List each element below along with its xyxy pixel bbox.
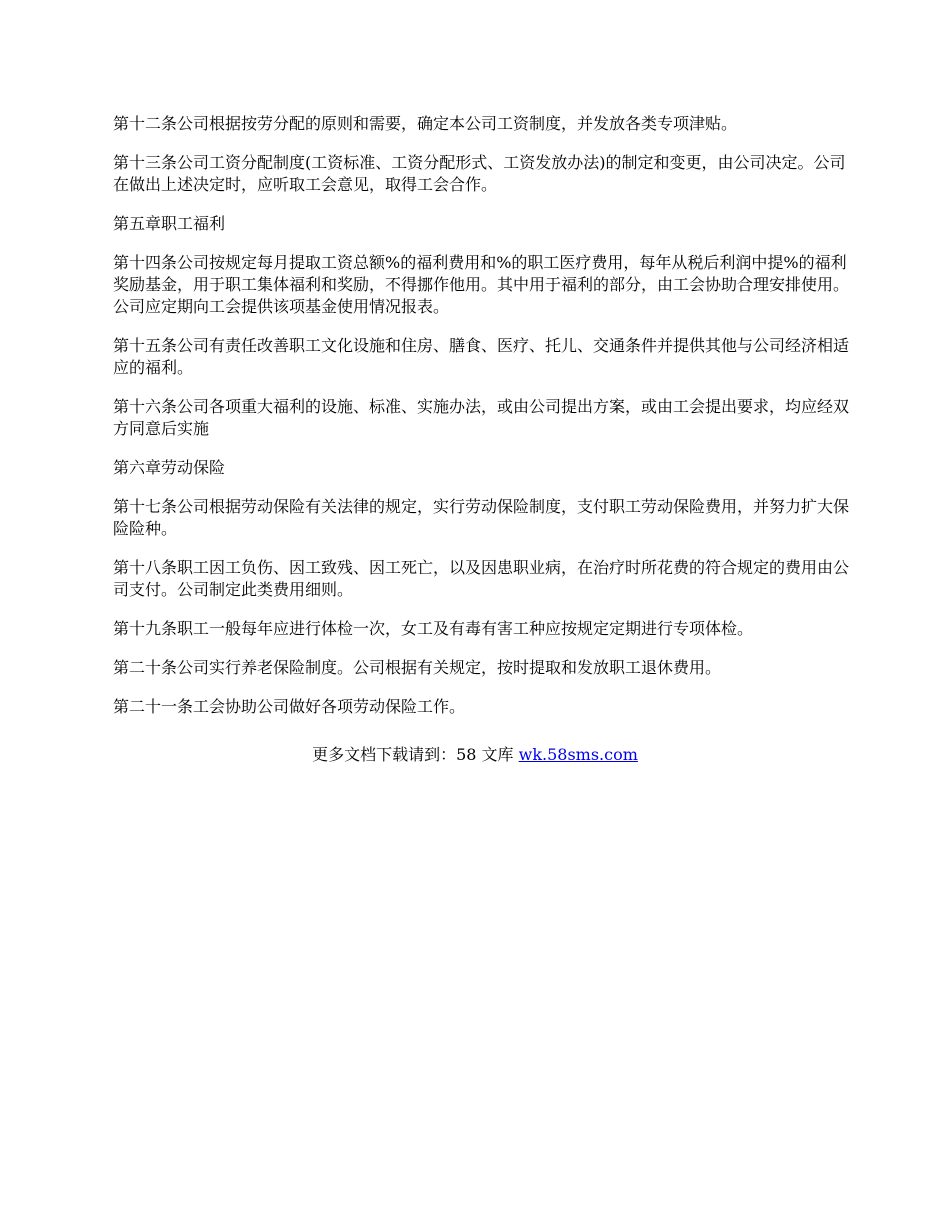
- article-18: 第十八条职工因工负伤、因工致残、因工死亡，以及因患职业病，在治疗时所花费的符合规定的费用由公司支付。公司制定此类费用细则。: [113, 558, 850, 599]
- chapter-5-heading: 第五章职工福利: [113, 214, 226, 233]
- article-20: 第二十条公司实行养老保险制度。公司根据有关规定，按时提取和发放职工退休费用。: [113, 658, 722, 677]
- footer-link[interactable]: wk.58sms.com: [518, 745, 638, 764]
- chapter-6-heading: 第六章劳动保险: [113, 458, 226, 477]
- download-footer: [0, 744, 950, 766]
- article-13: 第十三条公司工资分配制度(工资标准、工资分配形式、工资发放办法)的制定和变更，由公司决定。公司在做出上述决定时，应听取工会意见，取得工会合作。: [113, 153, 846, 194]
- article-12: 第十二条公司根据按劳分配的原则和需要，确定本公司工资制度，并发放各类专项津贴。: [113, 114, 738, 133]
- document-body: [113, 113, 853, 735]
- article-21: 第二十一条工会协助公司做好各项劳动保险工作。: [113, 697, 466, 716]
- article-15: 第十五条公司有责任改善职工文化设施和住房、膳食、医疗、托儿、交通条件并提供其他与公司经济相适应的福利。: [113, 336, 850, 377]
- article-19: 第十九条职工一般每年应进行体检一次，女工及有毒有害工种应按规定定期进行专项体检。: [113, 619, 754, 638]
- article-16: 第十六条公司各项重大福利的设施、标准、实施办法，或由公司提出方案，或由工会提出要求，均应经双方同意后实施: [113, 397, 850, 438]
- article-17: 第十七条公司根据劳动保险有关法律的规定，实行劳动保险制度，支付职工劳动保险费用，并努力扩大保险险种。: [113, 497, 850, 538]
- article-14: 第十四条公司按规定每月提取工资总额%的福利费用和%的职工医疗费用，每年从税后利润中提%的福利奖励基金，用于职工集体福利和奖励，不得挪作他用。其中用于福利的部分，由工会协助合理安排使用。公司应定期向工会提供该项基金使用情况报表。: [113, 253, 850, 316]
- footer-prefix: 更多文档下载请到：58 文库: [312, 745, 519, 764]
